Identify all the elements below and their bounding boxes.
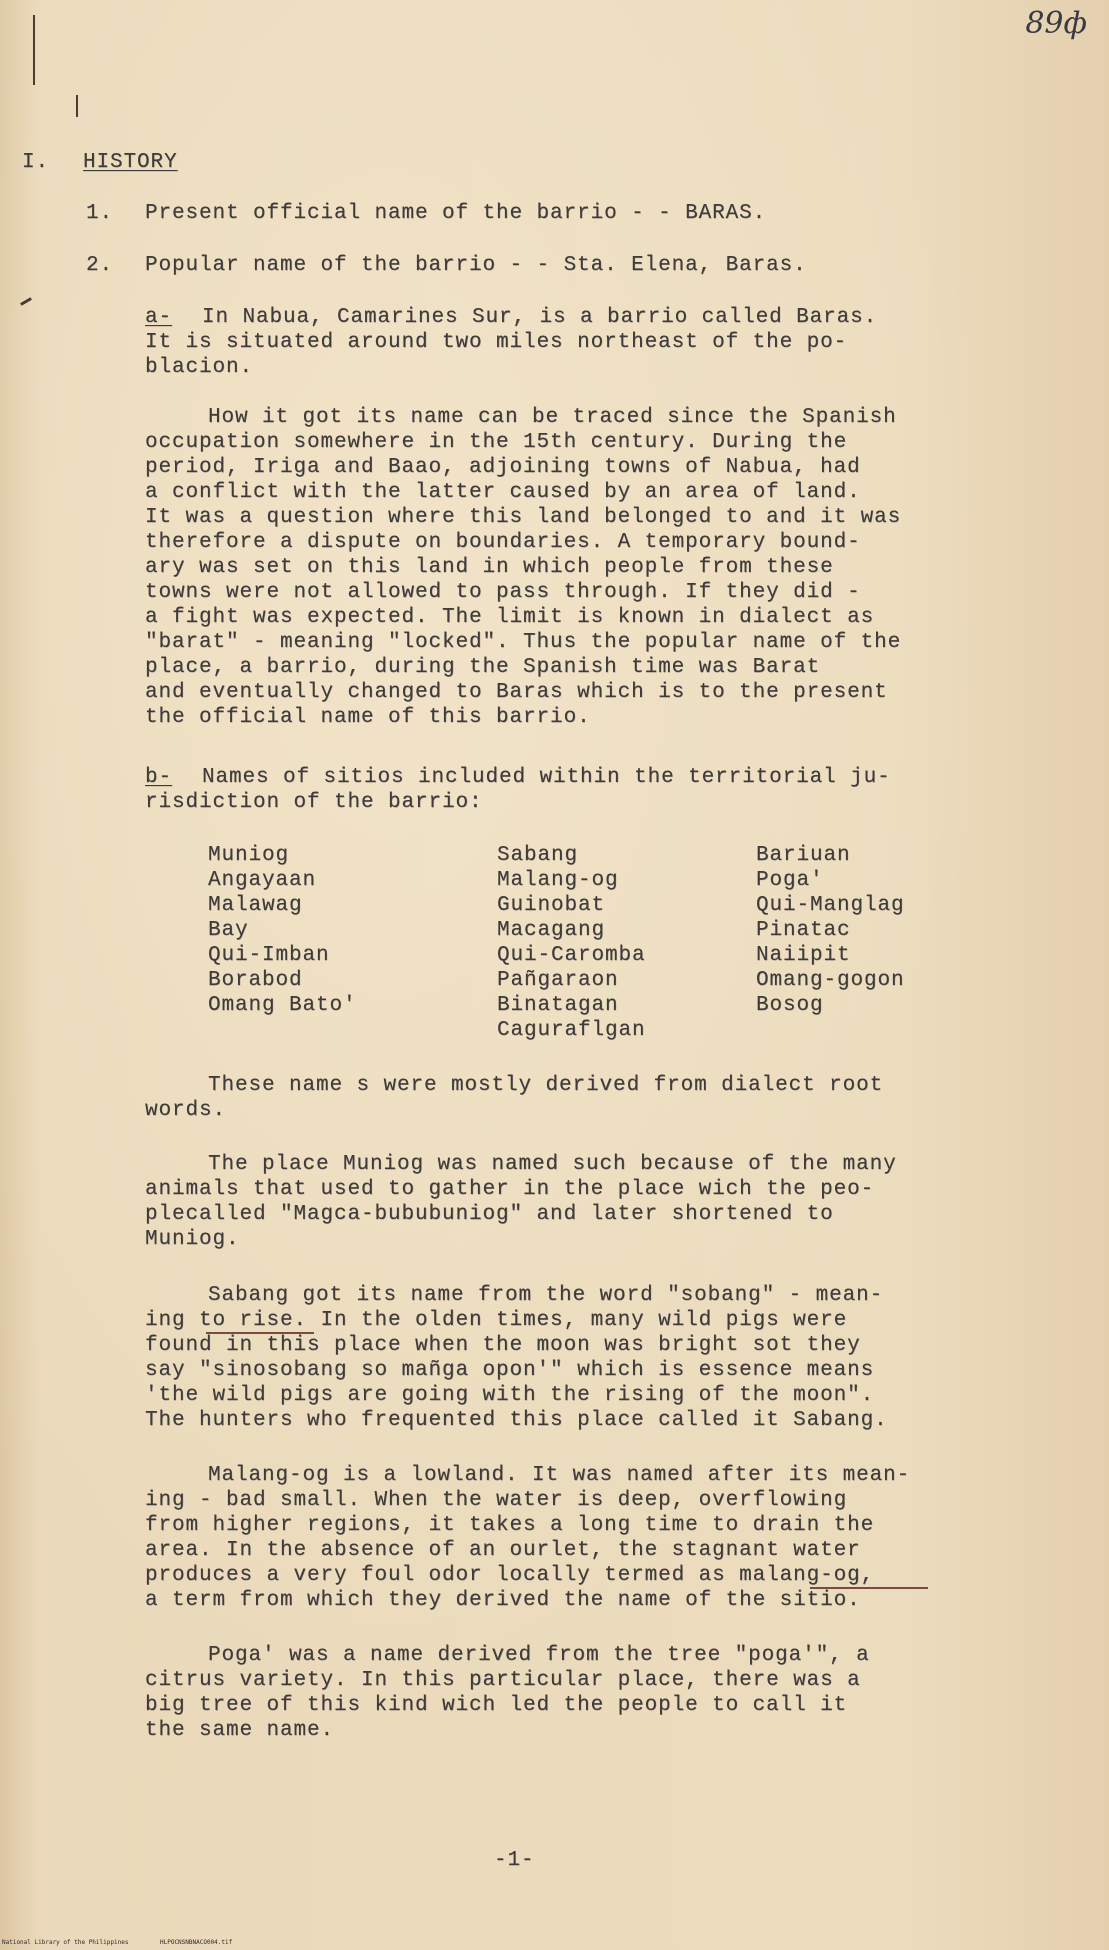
item-2-number: 2. bbox=[86, 254, 114, 277]
item-1-number: 1. bbox=[86, 202, 114, 225]
para-a-line: In Nabua, Camarines Sur, is a barrio called Baras. bbox=[202, 306, 878, 329]
footer-library: National Library of the Philippines bbox=[2, 1939, 129, 1946]
sitio-name: Binatagan bbox=[497, 994, 619, 1017]
sitio-name: Omang-gogon bbox=[756, 969, 905, 992]
muniog-line: animals that used to gather in the place wich the peo- bbox=[145, 1178, 875, 1201]
sitio-name: Qui-Caromba bbox=[497, 944, 646, 967]
sitio-column-3 bbox=[756, 843, 905, 1018]
sitio-column-2 bbox=[497, 843, 646, 1043]
sabang-line: say "sinosobang so mañga opon'" which is essence means bbox=[145, 1359, 875, 1382]
sitio-name: Naiipit bbox=[756, 944, 851, 967]
page-code: 89ф bbox=[1025, 6, 1087, 41]
history-line: towns were not allowed to pass through. If they did - bbox=[145, 581, 861, 604]
sabang-line: 'the wild pigs are going with the rising of the moon". bbox=[145, 1384, 875, 1407]
binder-mark bbox=[20, 297, 32, 306]
sitio-name: Pañgaraon bbox=[497, 969, 619, 992]
malang-line: area. In the absence of an ourlet, the stagnant water bbox=[145, 1539, 861, 1562]
muniog-line: Muniog. bbox=[145, 1228, 240, 1251]
sitio-name: Malang-og bbox=[497, 869, 619, 892]
sitio-name: Pinatac bbox=[756, 919, 851, 942]
sitio-name: Sabang bbox=[497, 844, 579, 867]
sitio-name: Borabod bbox=[208, 969, 303, 992]
sitio-name: Malawag bbox=[208, 894, 303, 917]
sitio-name: Macagang bbox=[497, 919, 606, 942]
history-line: It was a question where this land belonged to and it was bbox=[145, 506, 902, 529]
sitio-name: Guinobat bbox=[497, 894, 606, 917]
poga-line: big tree of this kind wich led the people to call it bbox=[145, 1694, 848, 1717]
muniog-line: plecalled "Magca-bububuniog" and later shortened to bbox=[145, 1203, 834, 1226]
poga-line: the same name. bbox=[145, 1719, 335, 1742]
history-line: ary was set on this land in which people from these bbox=[145, 556, 834, 579]
item-1-text: Present official name of the barrio - - BARAS. bbox=[145, 202, 767, 225]
sitio-name: Omang Bato' bbox=[208, 994, 357, 1017]
sabang-line: The hunters who frequented this place called it Sabang. bbox=[145, 1409, 888, 1432]
poga-line: Poga' was a name derived from the tree "poga'", a bbox=[208, 1644, 870, 1667]
sabang-line: found in this place when the moon was bright sot they bbox=[145, 1334, 861, 1357]
binder-mark bbox=[33, 15, 35, 85]
para-a-marker: a- bbox=[145, 306, 173, 329]
binder-mark bbox=[76, 95, 78, 117]
section-numeral: I. bbox=[22, 151, 50, 174]
muniog-line: The place Muniog was named such because of the many bbox=[208, 1153, 897, 1176]
poga-line: citrus variety. In this particular place, there was a bbox=[145, 1669, 861, 1692]
sitio-name: Poga' bbox=[756, 869, 824, 892]
malang-line: Malang-og is a lowland. It was named after its mean- bbox=[208, 1464, 911, 1487]
sitio-name: Bosog bbox=[756, 994, 824, 1017]
malang-line: produces a very foul odor locally termed as malang-og, bbox=[145, 1564, 875, 1587]
footer-filename: HLPOCNSNBNACO004.tif bbox=[160, 1939, 233, 1946]
sitio-name: Bariuan bbox=[756, 844, 851, 867]
history-line: and eventually changed to Baras which is to the present bbox=[145, 681, 888, 704]
malang-line: a term from which they derived the name of the sitio. bbox=[145, 1589, 861, 1612]
sitio-name: Angayaan bbox=[208, 869, 317, 892]
history-line: the official name of this barrio. bbox=[145, 706, 591, 729]
section-title: HISTORY bbox=[83, 151, 178, 174]
para-a-line: blacion. bbox=[145, 356, 254, 379]
para-b-marker: b- bbox=[145, 766, 173, 789]
history-line: a conflict with the latter caused by an area of land. bbox=[145, 481, 861, 504]
history-line: therefore a dispute on boundaries. A temporary bound- bbox=[145, 531, 861, 554]
sitio-name: Muniog bbox=[208, 844, 290, 867]
history-line: place, a barrio, during the Spanish time was Barat bbox=[145, 656, 821, 679]
sitio-column-1 bbox=[208, 843, 357, 1018]
history-line: How it got its name can be traced since the Spanish bbox=[208, 406, 897, 429]
names-line: These name s were mostly derived from dialect root bbox=[208, 1074, 884, 1097]
names-line: words. bbox=[145, 1099, 227, 1122]
malang-line: ing - bad small. When the water is deep, overflowing bbox=[145, 1489, 848, 1512]
item-2-text: Popular name of the barrio - - Sta. Elena, Baras. bbox=[145, 254, 807, 277]
malang-line: from higher regions, it takes a long time to drain the bbox=[145, 1514, 875, 1537]
history-line: period, Iriga and Baao, adjoining towns of Nabua, had bbox=[145, 456, 861, 479]
para-a-line: It is situated around two miles northeast of the po- bbox=[145, 331, 848, 354]
para-b-line: risdiction of the barrio: bbox=[145, 791, 483, 814]
history-line: a fight was expected. The limit is known in dialect as bbox=[145, 606, 875, 629]
page-number: -1- bbox=[494, 1849, 535, 1872]
history-line: "barat" - meaning "locked". Thus the popular name of the bbox=[145, 631, 902, 654]
sabang-line: Sabang got its name from the word "sobang" - mean- bbox=[208, 1284, 884, 1307]
sitio-name: Caguraflgan bbox=[497, 1019, 646, 1042]
sabang-line: ing to rise. In the olden times, many wild pigs were bbox=[145, 1309, 848, 1332]
sitio-name: Qui-Imban bbox=[208, 944, 330, 967]
para-b-line: Names of sitios included within the territorial ju- bbox=[202, 766, 891, 789]
history-line: occupation somewhere in the 15th century. During the bbox=[145, 431, 848, 454]
sitio-name: Qui-Manglag bbox=[756, 894, 905, 917]
sitio-name: Bay bbox=[208, 919, 249, 942]
